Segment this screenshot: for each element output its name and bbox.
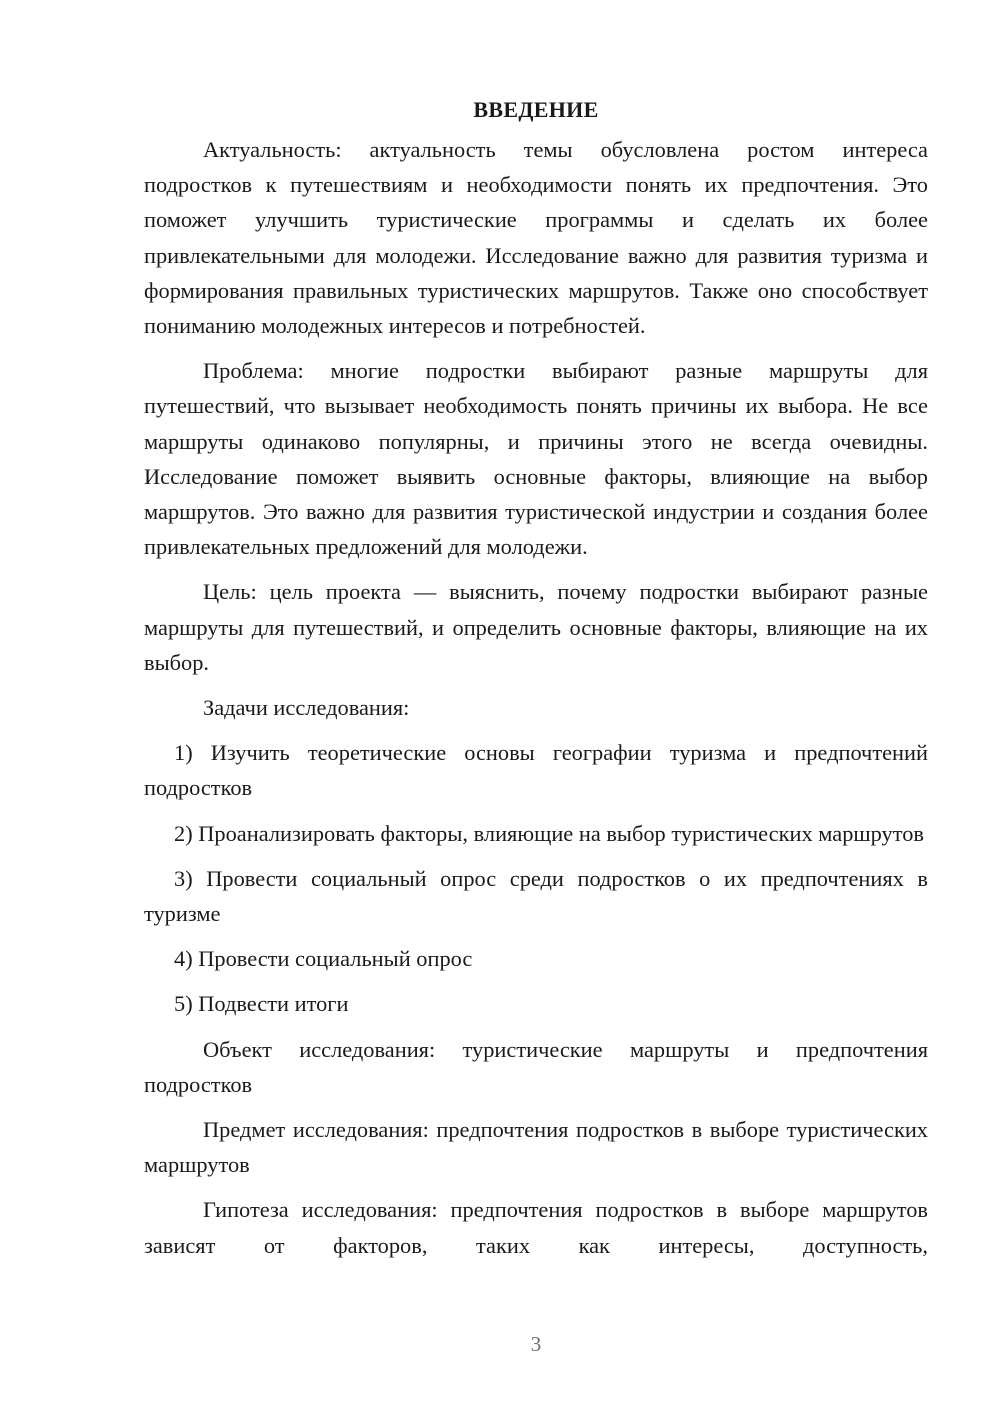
hypothesis-paragraph: Гипотеза исследования: предпочтения подростков в выборе маршрутов зависят от факторов, таких как интересы, доступность, [144,1197,928,1258]
document-page [144,92,928,1273]
tasks-heading: Задачи исследования: [203,695,410,721]
page-title: ВВЕДЕНИЕ [473,97,599,122]
goal-paragraph: Цель: цель проекта — выяснить, почему подростки выбирают разные маршруты для путешествий, и определить основные факторы, влияющие на их выбор. [144,579,928,675]
task-item: 4) Провести социальный опрос [174,946,473,972]
task-item: 3) Провести социальный опрос среди подростков о их предпочтениях в туризме [144,865,928,927]
relevance-paragraph: Актуальность: актуальность темы обусловлена ростом интереса подростков к путешествиям и необходимости понять их предпочтения. Это поможет улучшить туристические программы и сделать их более привлекательными для молодежи. Исследование важно для развития туризма и формирования правильных туристических маршрутов. Также оно способствует пониманию молодежных интересов и потребностей. [144,137,928,339]
task-item: 1) Изучить теоретические основы географии туризма и предпочтений подростков [144,740,928,801]
page-number: 3 [530,1332,542,1356]
problem-paragraph: Проблема: многие подростки выбирают разные маршруты для путешествий, что вызывает необходимость понять причины их выбора. Не все маршруты одинаково популярны, и причины этого не всегда очевидны. Исследование поможет выявить основные факторы, влияющие на выбор маршрутов. Это важно для развития туристической индустрии и создания более привлекательных предложений для молодежи. [144,358,928,560]
task-item: 5) Подвести итоги [174,991,349,1017]
subject-paragraph: Предмет исследования: предпочтения подростков в выборе туристических маршрутов [144,1117,928,1178]
object-paragraph: Объект исследования: туристические маршруты и предпочтения подростков [144,1036,928,1097]
task-item: 2) Проанализировать факторы, влияющие на выбор туристических маршрутов [174,820,925,846]
